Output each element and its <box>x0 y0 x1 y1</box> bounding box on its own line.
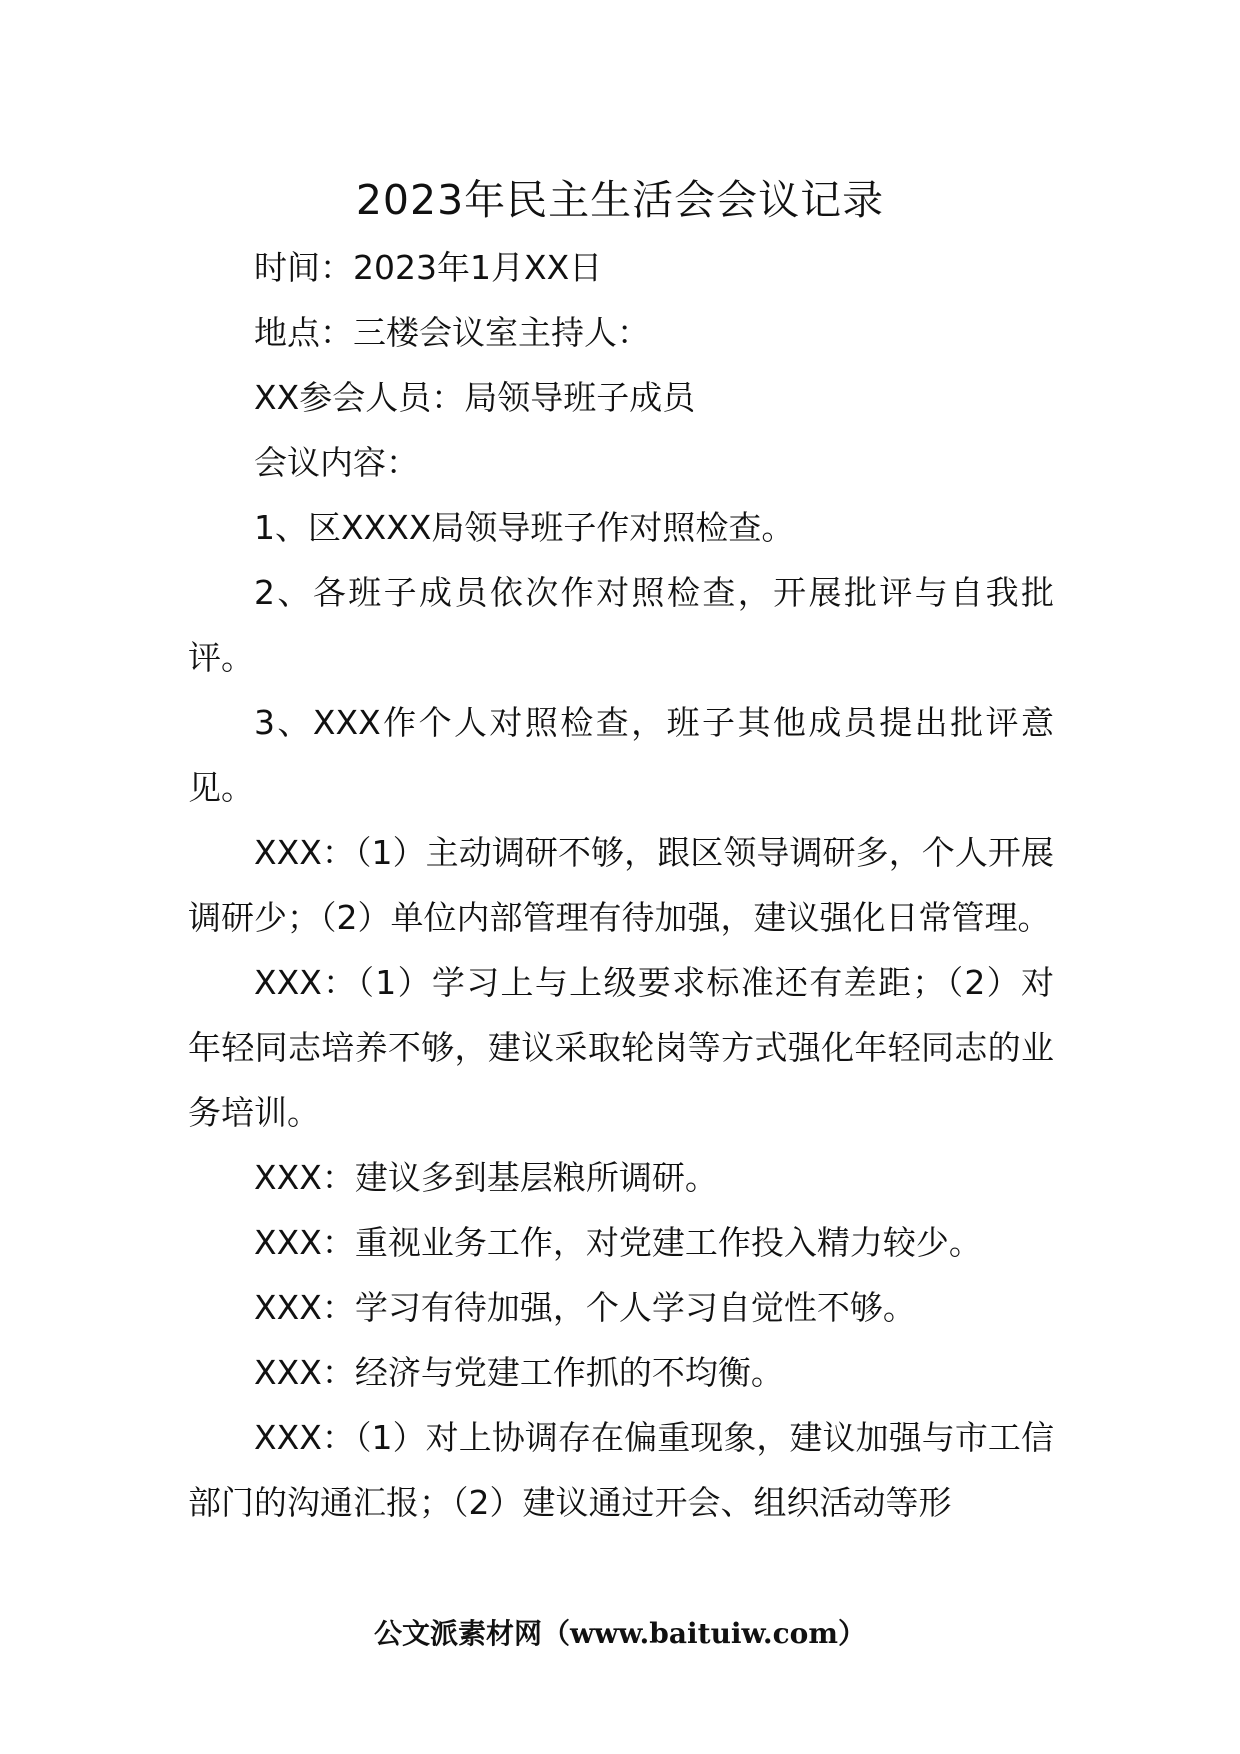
meeting-time: 时间：2023年1月XX日 <box>254 248 603 287</box>
agenda-item-1: 1、区XXXX局领导班子作对照检查。 <box>254 508 795 547</box>
document-title: 2023年民主生活会会议记录 <box>355 176 885 224</box>
criticism-paragraph: XXX：经济与党建工作抓的不均衡。 <box>254 1353 784 1392</box>
agenda-item-3: 3、XXX作个人对照检查，班子其他成员提出批评意见。 <box>188 703 1054 807</box>
meeting-content-heading: 会议内容： <box>254 443 419 482</box>
criticism-paragraph: XXX：（1）对上协调存在偏重现象，建议加强与市工信部门的沟通汇报；（2）建议通过开会、组织活动等形 <box>188 1418 1054 1522</box>
meeting-location: 地点：三楼会议室主持人： <box>254 313 650 352</box>
criticism-paragraph: XXX：建议多到基层粮所调研。 <box>254 1158 718 1197</box>
meeting-attendees: XX参会人员：局领导班子成员 <box>254 378 696 417</box>
footer-watermark: 公文派素材网（www.baituiw.com） <box>374 1617 866 1650</box>
criticism-paragraph: XXX：学习有待加强，个人学习自觉性不够。 <box>254 1288 916 1327</box>
criticism-paragraph: XXX：（1）学习上与上级要求标准还有差距；（2）对年轻同志培养不够，建议采取轮岗等方式强化年轻同志的业务培训。 <box>188 963 1054 1132</box>
criticism-paragraph: XXX：重视业务工作，对党建工作投入精力较少。 <box>254 1223 982 1262</box>
document-body <box>188 235 1054 1535</box>
agenda-item-2: 2、各班子成员依次作对照检查，开展批评与自我批评。 <box>188 573 1054 677</box>
criticism-paragraph: XXX：（1）主动调研不够，跟区领导调研多，个人开展调研少；（2）单位内部管理有待加强，建议强化日常管理。 <box>188 833 1054 937</box>
